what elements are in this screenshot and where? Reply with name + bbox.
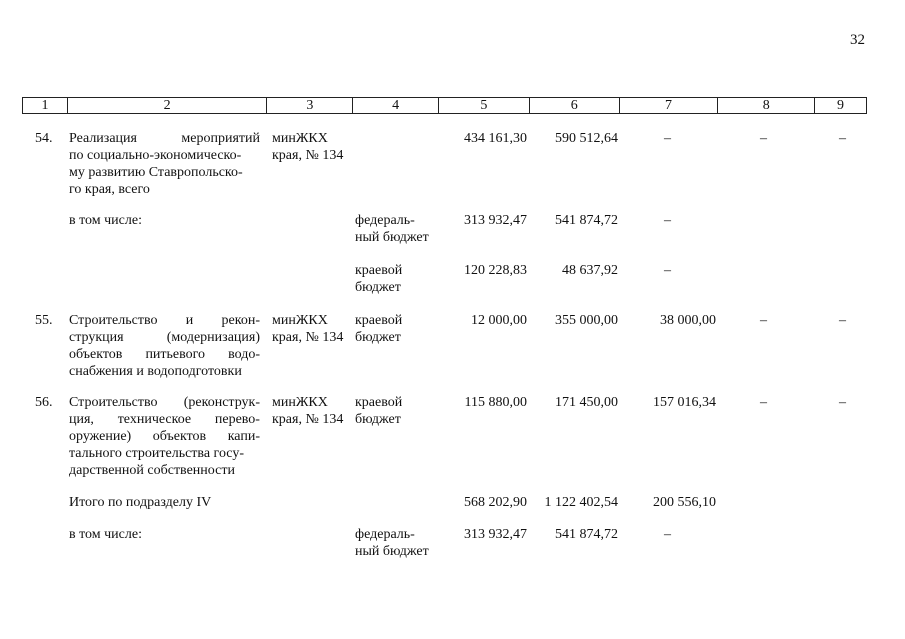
name-word: тального строительства госу- bbox=[69, 446, 244, 461]
name-line bbox=[69, 462, 260, 479]
row-budget bbox=[355, 262, 402, 296]
name-word: питьевого bbox=[145, 347, 206, 362]
page-number: 32 bbox=[850, 32, 865, 48]
value-col7: 38 000,00 bbox=[660, 313, 716, 328]
agency-line: края, № 134 bbox=[272, 330, 344, 345]
budget-line: краевой bbox=[355, 395, 403, 410]
name-line bbox=[69, 329, 260, 346]
name-word: Реализация bbox=[69, 131, 137, 146]
value-col7: 200 556,10 bbox=[653, 495, 716, 510]
name-word: в том числе: bbox=[69, 213, 142, 228]
row-budget bbox=[355, 312, 402, 346]
value-col7: – bbox=[664, 131, 671, 146]
value-col5: 313 932,47 bbox=[464, 213, 527, 228]
name-word: оружение) bbox=[69, 429, 132, 444]
name-word: (реконструк- bbox=[183, 395, 260, 410]
value-col5: 12 000,00 bbox=[471, 313, 527, 328]
budget-line: бюджет bbox=[355, 412, 401, 427]
name-word: мероприятий bbox=[181, 131, 260, 146]
name-line bbox=[69, 147, 260, 164]
value-col6: 48 637,92 bbox=[562, 263, 618, 278]
value-col7: – bbox=[664, 213, 671, 228]
value-col6: 171 450,00 bbox=[555, 395, 618, 410]
name-word: рекон- bbox=[221, 313, 260, 328]
header-cell: 3 bbox=[267, 98, 353, 113]
name-word: му развитию Ставропольско- bbox=[69, 165, 243, 180]
name-line bbox=[69, 312, 260, 329]
row-name bbox=[69, 130, 260, 198]
value-col5: 120 228,83 bbox=[464, 263, 527, 278]
name-line bbox=[69, 394, 260, 411]
name-word: Строительство bbox=[69, 313, 158, 328]
header-cell: 1 bbox=[23, 98, 68, 113]
value-col8: – bbox=[760, 313, 767, 328]
value-col6: 1 122 402,54 bbox=[544, 495, 618, 510]
value-col5: 568 202,90 bbox=[464, 495, 527, 510]
row-name bbox=[69, 526, 142, 543]
table-header bbox=[22, 97, 867, 114]
name-line bbox=[69, 212, 142, 229]
name-word: струкция bbox=[69, 330, 124, 345]
row-name bbox=[69, 494, 211, 511]
name-line bbox=[69, 130, 260, 147]
value-col9: – bbox=[839, 313, 846, 328]
name-word: Строительство bbox=[69, 395, 158, 410]
value-col7: 157 016,34 bbox=[653, 395, 716, 410]
name-line bbox=[69, 526, 142, 543]
header-cell: 5 bbox=[439, 98, 530, 113]
row-number: 55. bbox=[35, 313, 53, 328]
row-name bbox=[69, 394, 260, 479]
header-cell: 6 bbox=[530, 98, 620, 113]
budget-line: федераль- bbox=[355, 213, 415, 228]
name-word: объектов bbox=[69, 347, 123, 362]
name-line bbox=[69, 494, 211, 511]
name-line bbox=[69, 363, 260, 380]
budget-line: федераль- bbox=[355, 527, 415, 542]
name-word: ция, bbox=[69, 412, 94, 427]
value-col8: – bbox=[760, 131, 767, 146]
header-cell: 8 bbox=[718, 98, 815, 113]
name-line bbox=[69, 411, 260, 428]
row-budget bbox=[355, 394, 402, 428]
name-line bbox=[69, 428, 260, 445]
budget-line: бюджет bbox=[355, 280, 401, 295]
row-agency bbox=[272, 394, 343, 428]
value-col7: – bbox=[664, 527, 671, 542]
row-name bbox=[69, 212, 142, 229]
value-col5: 313 932,47 bbox=[464, 527, 527, 542]
header-cell: 9 bbox=[837, 98, 845, 113]
budget-line: краевой bbox=[355, 313, 403, 328]
value-col6: 590 512,64 bbox=[555, 131, 618, 146]
value-col5: 115 880,00 bbox=[464, 395, 527, 410]
header-cell: 2 bbox=[68, 98, 268, 113]
row-agency bbox=[272, 130, 343, 164]
agency-line: минЖКХ bbox=[272, 395, 328, 410]
budget-line: ный бюджет bbox=[355, 544, 429, 559]
budget-line: ный бюджет bbox=[355, 230, 429, 245]
name-word: снабжения и водоподготовки bbox=[69, 364, 242, 379]
name-word: в том числе: bbox=[69, 527, 142, 542]
row-budget bbox=[355, 526, 429, 560]
name-line bbox=[69, 181, 260, 198]
name-line bbox=[69, 445, 260, 462]
name-word: по социально-экономическо- bbox=[69, 148, 242, 163]
header-cell: 7 bbox=[620, 98, 719, 113]
agency-line: края, № 134 bbox=[272, 412, 344, 427]
value-col8: – bbox=[760, 395, 767, 410]
name-word: объектов bbox=[152, 429, 207, 444]
row-name bbox=[69, 312, 260, 380]
value-col6: 541 874,72 bbox=[555, 213, 618, 228]
name-word: капи- bbox=[227, 429, 260, 444]
name-word: дарственной собственности bbox=[69, 463, 235, 478]
name-word: го края, всего bbox=[69, 182, 150, 197]
row-number: 56. bbox=[35, 395, 53, 410]
budget-line: краевой bbox=[355, 263, 403, 278]
row-agency bbox=[272, 312, 343, 346]
agency-line: минЖКХ bbox=[272, 313, 328, 328]
value-col6: 355 000,00 bbox=[555, 313, 618, 328]
agency-line: края, № 134 bbox=[272, 148, 344, 163]
value-col7: – bbox=[664, 263, 671, 278]
name-word: и bbox=[185, 313, 194, 328]
name-word: перево- bbox=[214, 412, 260, 427]
name-word: (модернизация) bbox=[166, 330, 260, 345]
name-word: Итого по подразделу IV bbox=[69, 495, 212, 510]
budget-line: бюджет bbox=[355, 330, 401, 345]
value-col6: 541 874,72 bbox=[555, 527, 618, 542]
agency-line: минЖКХ bbox=[272, 131, 328, 146]
name-word: водо- bbox=[228, 347, 260, 362]
row-budget bbox=[355, 212, 429, 246]
row-number: 54. bbox=[35, 131, 53, 146]
value-col9: – bbox=[839, 395, 846, 410]
name-line bbox=[69, 164, 260, 181]
header-cell: 4 bbox=[353, 98, 439, 113]
name-word: техническое bbox=[117, 412, 192, 427]
value-col5: 434 161,30 bbox=[464, 131, 527, 146]
name-line bbox=[69, 346, 260, 363]
value-col9: – bbox=[839, 131, 846, 146]
